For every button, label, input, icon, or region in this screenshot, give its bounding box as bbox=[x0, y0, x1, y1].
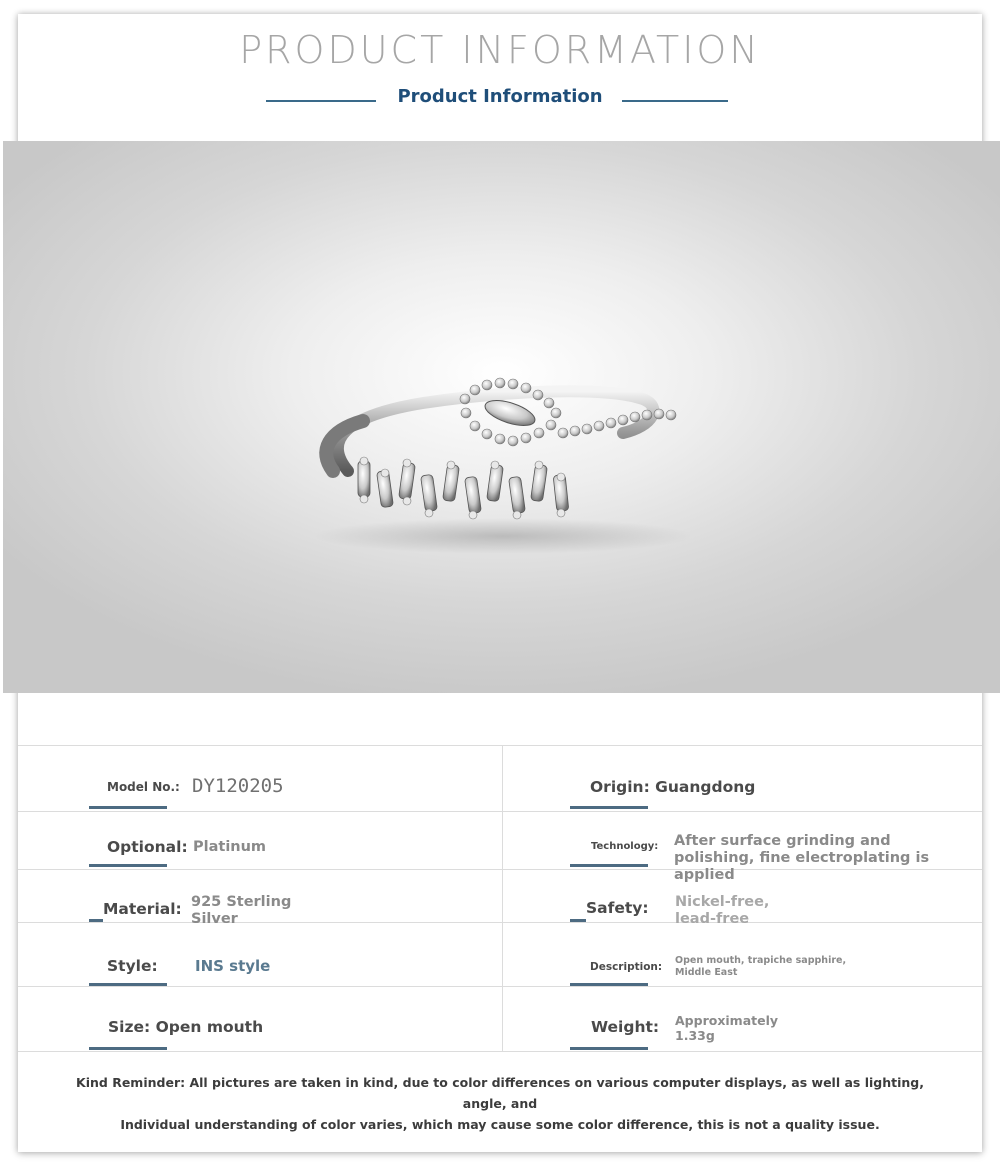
optional-value: Platinum bbox=[193, 839, 267, 855]
label-underline bbox=[570, 864, 648, 867]
label-underline bbox=[89, 1047, 167, 1050]
style-label: Style: bbox=[107, 957, 158, 975]
technology-value: After surface grinding and polishing, fine electroplating is applied bbox=[674, 833, 930, 883]
safety-label: Safety: bbox=[586, 899, 649, 917]
weight-label: Weight: bbox=[591, 1018, 660, 1036]
technology-label: Technology: bbox=[591, 841, 659, 852]
model-value: DY120205 bbox=[192, 775, 284, 797]
material-value: 925 Sterling Silver bbox=[191, 894, 292, 927]
model-label: Model No.: bbox=[107, 780, 180, 794]
weight-value: Approximately 1.33g bbox=[675, 1013, 779, 1043]
origin-text: Origin: Guangdong bbox=[590, 778, 756, 796]
grid-line bbox=[18, 745, 982, 746]
reminder-line-1: Kind Reminder: All pictures are taken in kind, due to color differences on various computer displays, as well as lighting, angle, and bbox=[76, 1075, 924, 1111]
label-underline bbox=[570, 983, 648, 986]
reminder-line-2: Individual understanding of color varies, which may cause some color difference, this is not a quality issue. bbox=[120, 1117, 880, 1132]
description-value: Open mouth, trapiche sapphire, Middle East bbox=[675, 955, 847, 978]
material-label: Material: bbox=[103, 900, 182, 918]
grid-line bbox=[18, 1051, 982, 1052]
safety-value: Nickel-free, lead-free bbox=[675, 894, 770, 927]
grid-line bbox=[18, 986, 982, 987]
kind-reminder bbox=[60, 1072, 940, 1135]
label-underline bbox=[89, 864, 167, 867]
grid-line bbox=[18, 811, 982, 812]
ring-image bbox=[3, 141, 1000, 693]
label-underline bbox=[570, 919, 586, 922]
page-subtitle: Product Information bbox=[397, 86, 603, 107]
description-label: Description: bbox=[590, 961, 663, 973]
page-title: PRODUCT INFORMATION bbox=[239, 28, 761, 72]
label-underline bbox=[570, 1047, 648, 1050]
label-underline bbox=[89, 919, 103, 922]
product-photo bbox=[3, 141, 1000, 693]
label-underline bbox=[89, 806, 167, 809]
style-value: INS style bbox=[195, 957, 271, 975]
label-underline bbox=[89, 983, 167, 986]
label-underline bbox=[570, 806, 648, 809]
optional-label: Optional: bbox=[107, 838, 188, 856]
grid-line bbox=[18, 922, 982, 923]
size-text: Size: Open mouth bbox=[108, 1018, 264, 1036]
title-rule-right bbox=[622, 100, 728, 102]
grid-divider bbox=[502, 745, 503, 1051]
